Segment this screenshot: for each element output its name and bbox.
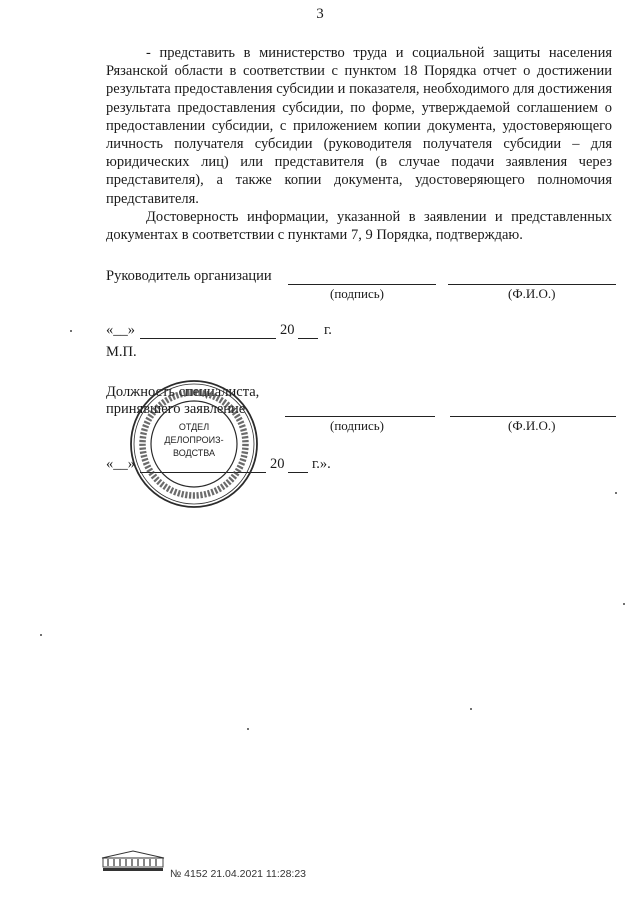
specialist-label-line-1: Должность специалиста,: [106, 384, 260, 400]
registration-stamp: № 4152 21.04.2021 11:28:23: [170, 868, 307, 880]
date-year-line-1: [298, 338, 318, 339]
date-day-2: «__»: [106, 456, 135, 472]
paragraph-confirmation: Достоверность информации, указанной в заявлении и представленных документах в соответствии с пунктами 7, 9 Порядка, подтверждаю.: [106, 208, 612, 244]
specialist-name-caption: (Ф.И.О.): [508, 418, 556, 433]
specialist-name-line: [450, 416, 616, 417]
date-day-1: «__»: [106, 322, 135, 338]
scan-speck: [40, 634, 42, 636]
date-year-suffix-2: г.».: [312, 456, 331, 472]
date-month-line-1: [140, 338, 276, 339]
stamp-line-3: ВОДСТВА: [172, 448, 215, 458]
stamp-center-text: [128, 421, 260, 460]
scan-speck: [247, 728, 249, 730]
paragraph-obligation: - представить в министерство труда и социальной защиты населения Рязанской области в соответствии с пунктом 18 Порядка отчет о достижении результата предоставления субсидии и показателя, необходимого для достижения результата предоставления субсидии, по форме, утверждаемой соглашением о предоставлении субсидии, с приложением копии документа, удостоверяющего личность получателя субсидии (руководителя получателя субсидии – для юридических лиц) или представителя (в случае подачи заявления через представителя), а также копии документа, удостоверяющего полномочия представителя.: [106, 45, 612, 207]
scan-speck: [623, 603, 625, 605]
specialist-signature-line: [285, 416, 435, 417]
date-year-line-2: [288, 472, 308, 473]
head-name-caption: (Ф.И.О.): [508, 286, 556, 301]
date-year-prefix-1: 20: [280, 322, 295, 338]
document-body: [106, 44, 612, 244]
stamp-line-2: ДЕЛОПРОИЗ-: [164, 435, 224, 445]
head-name-line: [448, 284, 616, 285]
specialist-signature-caption: (подпись): [330, 418, 384, 433]
head-signature-caption: (подпись): [330, 286, 384, 301]
head-signature-label: Руководитель организации: [106, 268, 272, 284]
registry-logo-icon: [100, 850, 166, 872]
date-year-suffix-1: г.: [324, 322, 332, 338]
seal-place-label: М.П.: [106, 344, 137, 360]
page-number: 3: [316, 6, 324, 22]
scan-speck: [615, 492, 617, 494]
stamp-line-1: ОТДЕЛ: [178, 422, 210, 432]
scan-speck: [70, 330, 72, 332]
head-signature-line: [288, 284, 436, 285]
specialist-label-line-2: принявшего заявление: [106, 401, 246, 417]
office-stamp: [128, 378, 260, 510]
date-year-prefix-2: 20: [270, 456, 285, 472]
scan-speck: [470, 708, 472, 710]
